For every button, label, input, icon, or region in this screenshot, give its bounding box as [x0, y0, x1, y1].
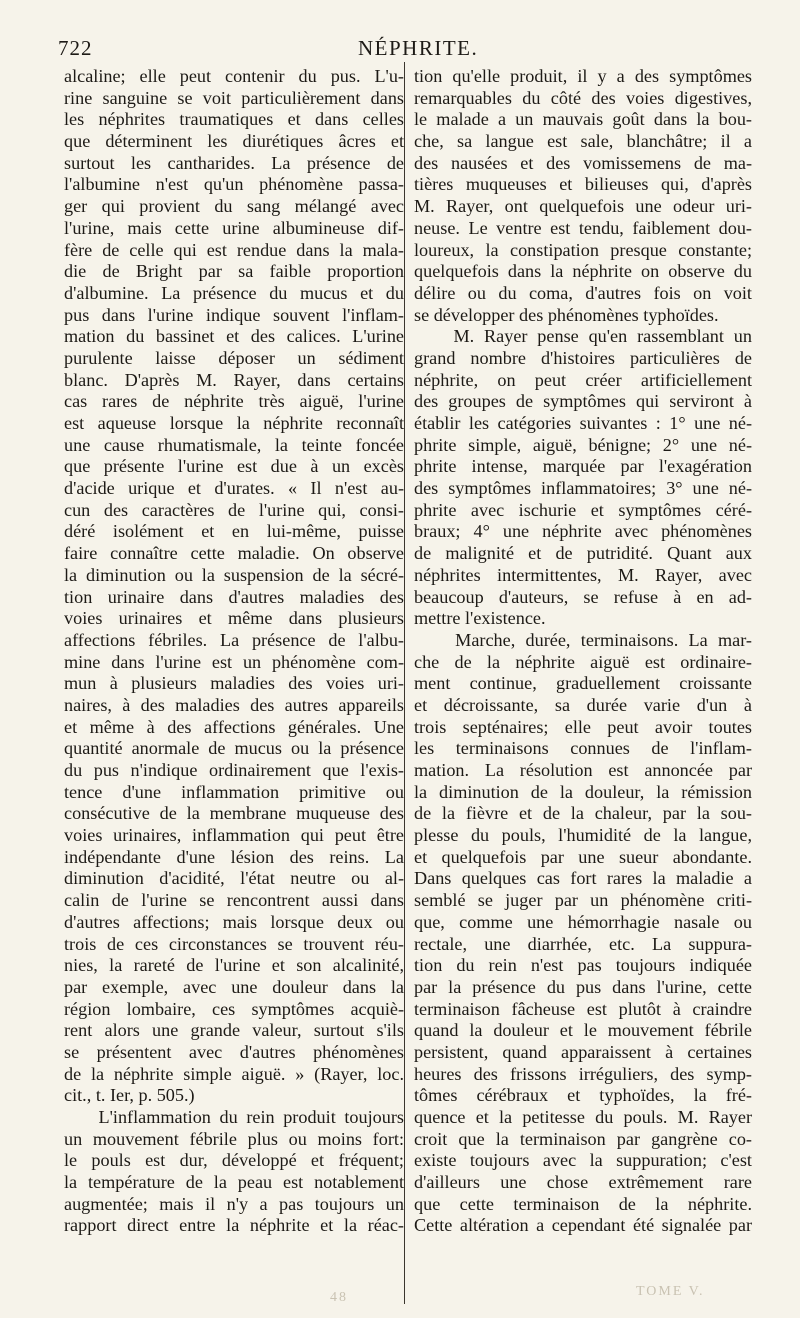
text-line: naires, à des maladies des autres appareils [64, 694, 404, 715]
text-line: tion qu'elle produit, il y a des symptômes [414, 66, 752, 86]
text-line: que déterminent les diurétiques âcres et [64, 131, 404, 152]
text-line: l'albumine n'est qu'un phénomène passa- [64, 174, 404, 195]
text-line: ment continue, graduellement croissante [414, 673, 752, 694]
show-through-volume-mark: TOME V. [636, 1284, 705, 1299]
text-line: tence d'une inflammation primitive ou [64, 781, 404, 802]
text-line: par exemple, avec une douleur dans la [64, 976, 404, 997]
text-line: établir les catégories suivantes : 1° une né- [414, 413, 752, 433]
text-line: mettre l'existence. [414, 608, 546, 629]
text-line: terminaison fâcheuse est plutôt à craindre [414, 998, 752, 1019]
text-line: le pouls est dur, développé et fréquent; [64, 1150, 404, 1171]
text-line: mine dans l'urine est un phénomène com- [64, 651, 404, 672]
text-line: l'urine, mais cette urine albumineuse dif- [64, 217, 404, 238]
text-line: augmentée; mais il n'y a pas toujours un [64, 1193, 404, 1214]
text-line: d'acide urique et d'urates. « Il n'est au- [64, 478, 404, 499]
text-line: par la présence du pus dans l'urine, cette [414, 976, 752, 997]
page-header [58, 36, 758, 66]
text-line: tières muqueuses et bilieuses qui, d'après [414, 174, 752, 195]
text-line: voies urinaires et même dans plusieurs [64, 608, 404, 629]
text-line: remarquables du côté des voies digestives, [414, 87, 752, 108]
text-line: surtout les cantharides. La présence de [64, 152, 404, 173]
text-line: tion du rein n'est pas toujours indiquée [414, 955, 752, 976]
text-line: faire connaître cette maladie. On observe [64, 543, 404, 564]
text-line: néphrites intermittentes, M. Rayer, avec [414, 564, 752, 585]
text-line: blanc. D'après M. Rayer, dans certains [64, 369, 404, 390]
text-line: M. Rayer pense qu'en rassemblant un [414, 326, 752, 347]
text-line: neuse. Le ventre est tendu, faiblement dou- [414, 217, 752, 238]
text-line: les terminaisons connues de l'inflam- [414, 738, 752, 759]
text-line: mun à plusieurs maladies des voies uri- [64, 673, 404, 694]
text-line: se présentent avec d'autres phénomènes [64, 1041, 404, 1062]
text-line: néphrite, on peut créer artificiellement [414, 369, 752, 390]
text-line: déré isolément et en lui-même, puisse [64, 521, 404, 542]
text-line: che, sa langue est sale, blanchâtre; il a [414, 131, 752, 152]
text-line: M. Rayer, ont quelquefois une odeur uri- [414, 196, 752, 217]
text-line: de malignité et de putridité. Quant aux [414, 543, 752, 564]
text-line: et même à des affections générales. Une [64, 716, 404, 737]
text-line: che de la néphrite aiguë est ordinaire- [414, 651, 752, 672]
text-line: région lombaire, ces symptômes acquiè- [64, 998, 404, 1019]
text-line: loureux, la constipation presque constante; [414, 239, 752, 260]
right-text-column [414, 66, 752, 1237]
text-line: quelquefois dans la néphrite on observe du [414, 261, 752, 282]
text-line: phrite intense, marquée par l'exagération [414, 456, 752, 477]
text-line: persistent, quand apparaissent à certaines [414, 1041, 752, 1062]
text-line: est aqueuse lorsque la néphrite reconnaît [64, 413, 404, 433]
running-title: NÉPHRITE. [358, 36, 479, 60]
text-line: die de Bright par sa faible proportion [64, 261, 404, 282]
text-line: rent alors une grande valeur, surtout s'ils [64, 1020, 404, 1041]
text-line: fère de celle qui est rendue dans la mala- [64, 239, 404, 260]
text-line: croit que la terminaison par gangrène co- [414, 1128, 752, 1149]
text-line: et décroissante, sa durée varie d'un à [414, 694, 752, 715]
text-line: la diminution de la douleur, la rémission [414, 781, 752, 802]
text-line: délire ou du coma, d'autres fois on voit [414, 282, 752, 303]
text-line: diminution d'acidité, l'état neutre ou al- [64, 868, 404, 889]
text-line: tion urinaire dans d'autres maladies des [64, 586, 404, 607]
left-text-column [64, 66, 404, 1237]
text-line: ger qui provient du sang mélangé avec [64, 196, 404, 217]
text-line: trois de ces circonstances se trouvent réu- [64, 933, 404, 954]
text-line: calin de l'urine se rencontrent aussi dans [64, 890, 404, 911]
text-line: existe toujours avec la suppuration; c'est [414, 1150, 752, 1171]
text-line: quence et la petitesse du pouls. M. Rayer [414, 1107, 752, 1127]
text-line: mation. La résolution est annoncée par [414, 760, 752, 780]
text-line: que cette terminaison de la néphrite. [414, 1193, 752, 1214]
text-line: se développer des phénomènes typhoïdes. [414, 304, 719, 325]
text-line: grand nombre d'histoires particulières de [414, 347, 752, 368]
text-line: semblé se juger par un phénomène criti- [414, 890, 752, 911]
text-line: d'autres affections; mais lorsque deux ou [64, 911, 404, 932]
text-line: que présente l'urine est due à un excès [64, 456, 404, 477]
text-line: le malade a un mauvais goût dans la bou- [414, 109, 752, 130]
text-line: cit., t. Ier, p. 505.) [64, 1085, 195, 1106]
text-line: beaucoup d'auteurs, se refuse à en ad- [414, 586, 752, 607]
text-line: des groupes de symptômes qui serviront à [414, 391, 752, 412]
text-line: Dans quelques cas fort rares la maladie a [414, 868, 752, 889]
text-line: Marche, durée, terminaisons. La mar- [414, 629, 752, 650]
text-line: rapport direct entre la néphrite et la réac- [64, 1215, 404, 1236]
text-line: d'albumine. La présence du mucus et du [64, 282, 404, 303]
text-line: alcaline; elle peut contenir du pus. L'u- [64, 66, 404, 86]
text-line: purulente laisse déposer un sédiment [64, 347, 404, 368]
text-line: plesse du pouls, l'humidité de la langue, [414, 825, 752, 846]
text-line: un mouvement fébrile plus ou moins fort: [64, 1128, 404, 1149]
text-line: quand la douleur et le mouvement fébrile [414, 1020, 752, 1041]
text-line: cun des caractères de l'urine qui, consi- [64, 499, 404, 520]
text-line: phrite simple, aiguë, bénigne; 2° une né- [414, 434, 752, 455]
text-line: tômes cérébraux et typhoïdes, la fré- [414, 1085, 752, 1106]
text-line: de la fièvre et de la chaleur, par la sou- [414, 803, 752, 824]
text-line: braux; 4° une néphrite avec phénomènes [414, 521, 752, 542]
text-line: cas rares de néphrite très aiguë, l'urine [64, 391, 404, 412]
text-line: L'inflammation du rein produit toujours [64, 1107, 404, 1127]
text-line: voies urinaires, inflammation qui peut être [64, 825, 404, 846]
text-line: des nausées et des vomissemens de ma- [414, 152, 752, 173]
text-line: des symptômes inflammatoires; 3° une né- [414, 478, 752, 499]
text-line: rine sanguine se voit particulièrement dans [64, 87, 404, 108]
text-line: les néphrites traumatiques et dans celles [64, 109, 404, 130]
text-line: quantité anormale de mucus ou la présence [64, 738, 404, 759]
column-divider [404, 62, 405, 1304]
text-line: indépendante d'une lésion des reins. La [64, 846, 404, 867]
text-line: une cause rhumatismale, la teinte foncée [64, 434, 404, 455]
text-line: heures des frissons irréguliers, des symp- [414, 1063, 752, 1084]
text-line: mation du bassinet et des calices. L'urine [64, 326, 404, 347]
text-line: pus dans l'urine indique souvent l'inflam- [64, 304, 404, 325]
text-line: du pus n'indique ordinairement que l'exis- [64, 760, 404, 780]
text-line: affections fébriles. La présence de l'albu- [64, 629, 404, 650]
text-line: la diminution ou la suspension de la sécré- [64, 564, 404, 585]
text-line: phrite avec ischurie et symptômes céré- [414, 499, 752, 520]
page-number: 722 [58, 36, 93, 60]
text-line: Cette altération a cependant été signalée par [414, 1215, 752, 1236]
text-line: trois septénaires; elle peut avoir toutes [414, 716, 752, 737]
text-line: consécutive de la membrane muqueuse des [64, 803, 404, 824]
text-line: et quelquefois par une sueur abondante. [414, 846, 752, 867]
show-through-signature-mark: 48 [330, 1290, 348, 1305]
text-line: nies, la rareté de l'urine et son alcalinité, [64, 955, 404, 976]
text-line: la température de la peau est notablement [64, 1172, 404, 1193]
text-line: rectale, une diarrhée, etc. La suppura- [414, 933, 752, 954]
text-line: d'ailleurs une chose extrêmement rare [414, 1172, 752, 1193]
text-line: que, comme une hémorrhagie nasale ou [414, 911, 752, 932]
text-line: de la néphrite simple aiguë. » (Rayer, loc. [64, 1063, 404, 1084]
